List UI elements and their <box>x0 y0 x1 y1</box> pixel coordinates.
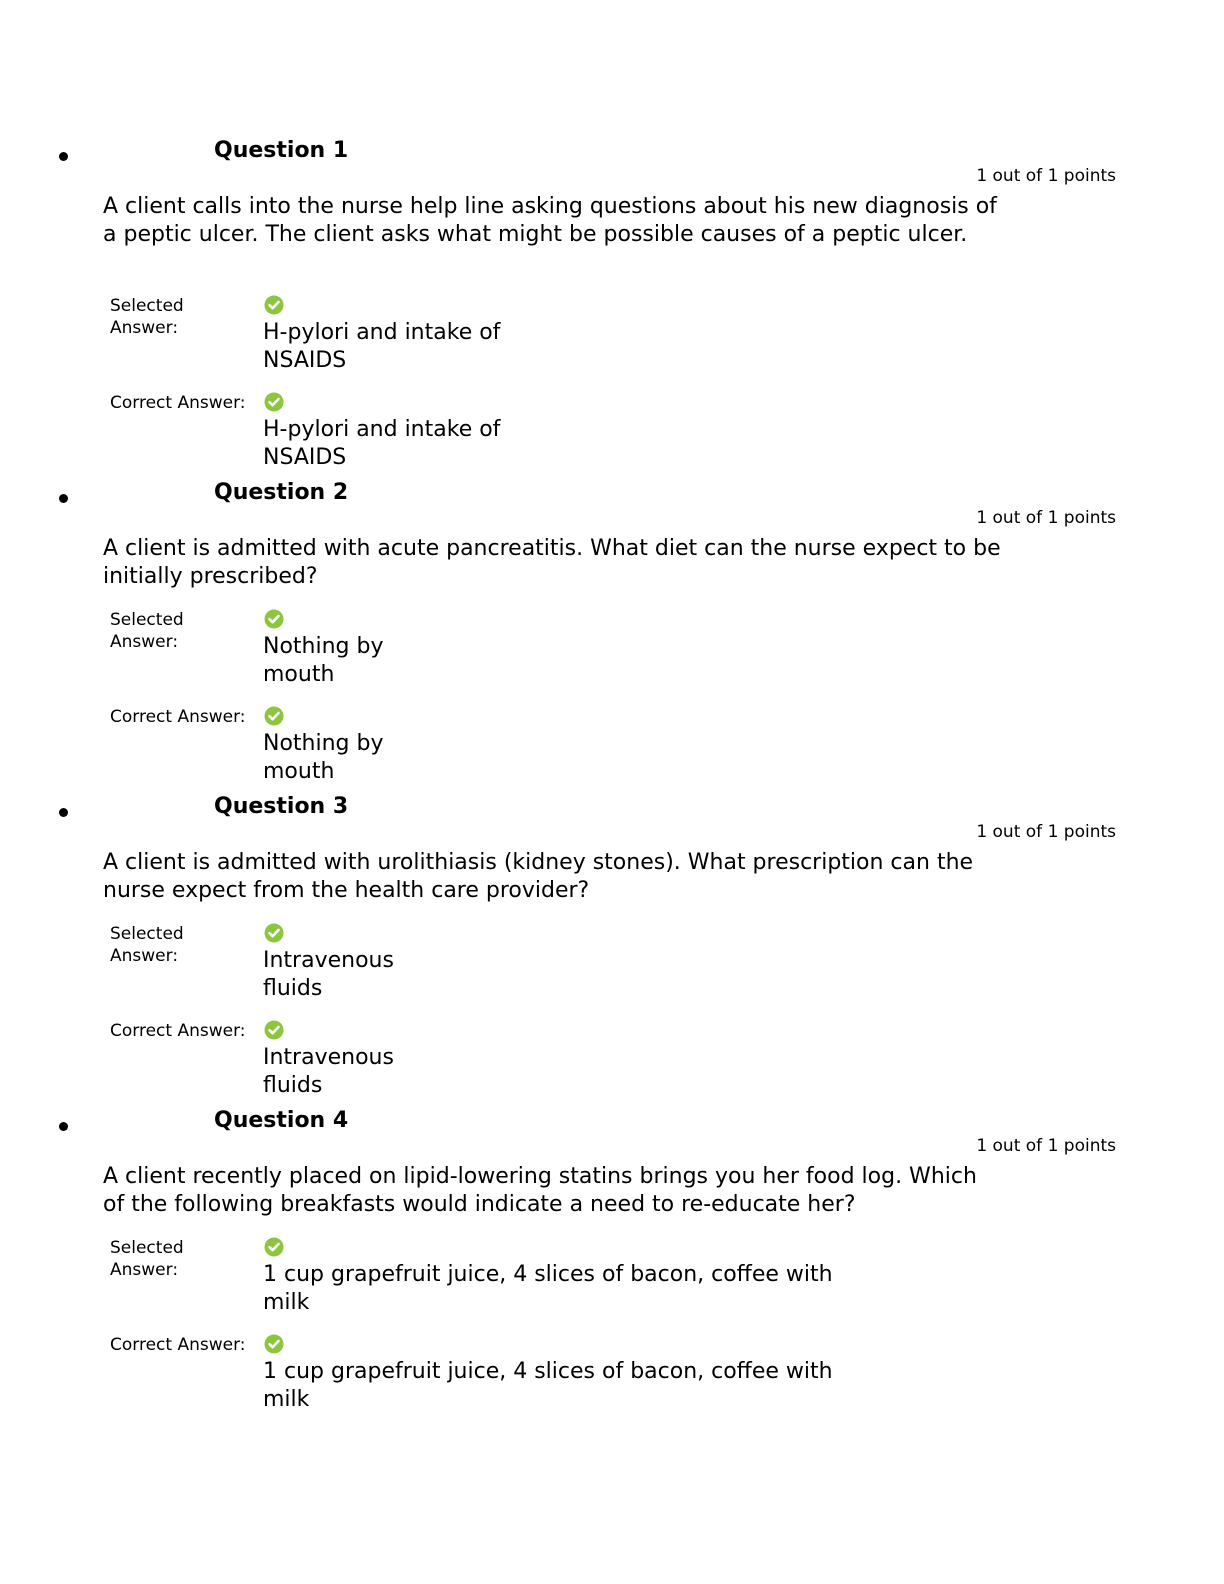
bullet <box>59 494 68 503</box>
bullet <box>59 808 68 817</box>
check-circle-icon <box>264 609 284 629</box>
question-text: A client is admitted with urolithiasis (kidney stones). What prescription can the nurse expect from the health care provider? <box>103 850 974 903</box>
selected-answer-label: Selected Answer: <box>110 610 184 652</box>
correct-answer-text: H-pylori and intake of NSAIDS <box>263 417 501 470</box>
selected-answer-text: Intravenous fluids <box>263 948 394 1001</box>
correct-answer-text: 1 cup grapefruit juice, 4 slices of bacon, coffee with milk <box>263 1359 833 1412</box>
check-circle-icon <box>264 1020 284 1040</box>
selected-answer-text: Nothing by mouth <box>263 634 384 687</box>
question-points: 1 out of 1 points <box>976 822 1116 842</box>
check-circle-icon <box>264 1334 284 1354</box>
question-text: A client calls into the nurse help line asking questions about his new diagnosis of a peptic ulcer. The client asks what might be possible causes of a peptic ulcer. <box>103 194 997 247</box>
question-title: Question 2 <box>214 480 349 505</box>
selected-answer-text: H-pylori and intake of NSAIDS <box>263 320 501 373</box>
question-title: Question 3 <box>214 794 349 819</box>
question-title: Question 4 <box>214 1108 349 1133</box>
selected-answer-label: Selected Answer: <box>110 296 184 338</box>
check-circle-icon <box>264 1237 284 1257</box>
correct-answer-label: Correct Answer: <box>110 393 246 413</box>
bullet <box>59 1122 68 1131</box>
question-points: 1 out of 1 points <box>976 508 1116 528</box>
correct-answer-label: Correct Answer: <box>110 1335 246 1355</box>
question-text: A client recently placed on lipid-lowering statins brings you her food log. Which of the following breakfasts would indicate a need to re-educate her? <box>103 1164 977 1217</box>
check-circle-icon <box>264 923 284 943</box>
bullet <box>59 152 68 161</box>
question-points: 1 out of 1 points <box>976 1136 1116 1156</box>
question-title: Question 1 <box>214 138 349 163</box>
selected-answer-label: Selected Answer: <box>110 924 184 966</box>
check-circle-icon <box>264 392 284 412</box>
correct-answer-text: Intravenous fluids <box>263 1045 394 1098</box>
selected-answer-label: Selected Answer: <box>110 1238 184 1280</box>
selected-answer-text: 1 cup grapefruit juice, 4 slices of bacon, coffee with milk <box>263 1262 833 1315</box>
correct-answer-label: Correct Answer: <box>110 1021 246 1041</box>
question-points: 1 out of 1 points <box>976 166 1116 186</box>
correct-answer-text: Nothing by mouth <box>263 731 384 784</box>
question-text: A client is admitted with acute pancreatitis. What diet can the nurse expect to be initially prescribed? <box>103 536 1001 589</box>
correct-answer-label: Correct Answer: <box>110 707 246 727</box>
check-circle-icon <box>264 706 284 726</box>
check-circle-icon <box>264 295 284 315</box>
